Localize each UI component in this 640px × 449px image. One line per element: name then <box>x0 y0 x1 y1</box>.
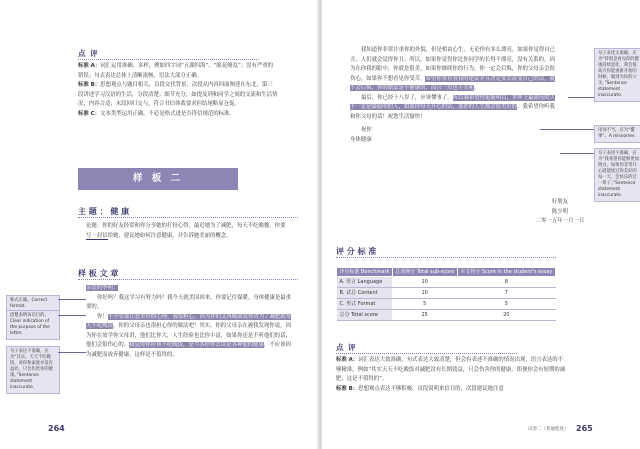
benchmark-heading: 评 分 标 准 <box>336 246 376 257</box>
margin-note-sentence: 句子表达不准确，应为“其实，天天不吃晚饭，对你和家庭并没有益处，只会伤害你的健康。”Sentence statement inaccurate. <box>6 346 60 394</box>
review-heading: 点 评 <box>78 49 99 58</box>
review-right-item-b: 标准 B：思想观点表达不够积极，首段说明来信目的，次段建议她注意 <box>336 385 504 392</box>
letter-p2: 你！不少管那注意美好的心理，我很担心，因为你的又再瘦或说你省为了减肥就每天不吃晚饭，你的父母亲也很担心你的做法吧！其实，你的父母亲在被我发现你说，因为你在放学你父母讲，他们比你大，人生经验也比你丰富，如果你还是不听他们的话，他们会很伤心的。我觉得你应该不吃晚饭，是当多拾你去谈论各种他的健康，不应该因为减肥而放弃健康，这样是不值得的。 <box>86 313 292 358</box>
footer-right: 试卷二（普通程度） <box>528 427 569 432</box>
table-row: 总分 Total score 25 20 <box>337 310 556 321</box>
page-number-left: 264 <box>48 424 65 433</box>
table-row: C. 形式 Format 5 5 <box>337 299 556 310</box>
review-heading-right: 点 评 <box>336 343 357 352</box>
letter-closing-1: 祝你 <box>361 127 372 133</box>
letter-p3: 我知道你非常注重你的外貌，但是相由心生，无论你有多么漂亮，如果你觉得自己丑，人们就会觉得你丑。所以，如果你觉得你比你同学的长得不漂亮，没有关系的，因为在你我的眼中，你就是很美，如果你继续你的行为，你一定会后悔，你的父母亲会很伤心，如果你不想看见你受苦，希望你重看看我的建议并且决定要去改变自己的话，就不会后悔，你的做法是不健康的，而且一点也不美呢。 <box>350 47 556 91</box>
sample-banner: 样 板 二 <box>78 168 238 190</box>
prompt-highlight: 写一封信 <box>86 232 108 239</box>
topic-heading: 主 题 ： 健 康 <box>78 206 129 217</box>
bench-header-0: 评分标准 Benchmark <box>337 268 393 277</box>
letter-left <box>86 284 296 360</box>
review-text-right <box>336 356 566 394</box>
review-item-a: 标准 A：词汇运用准确、多样，例如四字词“五湖四海”、“眼花缭乱”；没有严重的错误；句式表达总体上清晰流畅，语法大部分正确。 <box>78 63 274 79</box>
left-page <box>0 0 318 449</box>
margin-note-purpose: 清楚表明该信目的。Clear indication of the purpose of the letter. <box>6 310 60 340</box>
benchmark-table <box>336 267 556 321</box>
letter-p1: 你好吗？我这学习有努力吗？我今天就美国回来，你要记住保暖，身体健康是最重要的。 <box>86 294 292 310</box>
review-item-c: 标准 C：文本类型运用正确，不必是格式进是否符信规范的标准。 <box>78 110 235 117</box>
letter-signoff: 好朋友 陈少明 二零一五年一月一日 <box>535 199 585 224</box>
table-row: A. 语言 Language 10 8 <box>337 277 556 288</box>
margin-note-right-3: 句子表述不准确，应为“我希望你能够更加明白，如果你非常开心就能度过你美好的每一天，会快乐的过一辈子。”Sentence statement inaccurate. <box>594 148 640 202</box>
letter-right <box>350 46 560 145</box>
letter-greeting: 亲爱的李明： <box>86 285 119 291</box>
letter-closing-2: 身体健康 <box>350 136 372 143</box>
table-row: B. 试总 Content 10 7 <box>337 288 556 299</box>
bench-header-1: 总项满分 Total sub-score <box>392 268 457 277</box>
prompt-text: 论题：你的好友经常和你分享她的打扮心得，最近她为了减肥，每天不吃晚餐。你要写一封信给她，建议她如何注意健康，并告诉她美丽的概念。 <box>86 223 286 239</box>
bench-header-2: 本文得分 Score in the student's essay <box>457 268 555 277</box>
margin-note-right-1: 句子表述太准确，应为“特别是看见你的健康持续恶化，我会很高兴你能重新开始的时候，做到为你的父亲。”Sentence statement inaccurate. <box>594 48 640 102</box>
review-right-item-a: 标准 A：词汇表达大致准确，句式表达大致清楚，但会有表述不准确的情况出现，语言表达的不够精准，例如“其实天天不吃晚饭对减肥没有长期效益，只会伤害你的健康，即便你会有短期的减肥，这是不值得的”。 <box>336 357 566 382</box>
letter-p4: 最后，你已经十八岁了，应该懂事了。所以我希望你更能明白，世界上最漂亮的人不一定是最聪明的人，如果你每天开心的话，那你的人生都会很美好的。我希望你听我和你父母的话！祝您生活愉快！ <box>350 94 556 120</box>
margin-note-right-2: 用词不当，应为“懂事”。A misnomer. <box>594 125 640 143</box>
page-number-right: 265 <box>576 424 593 433</box>
review-text <box>78 62 278 119</box>
margin-note-format: 称式正确。Correct format. <box>6 295 60 313</box>
article-heading: 样 板 文 章 <box>78 268 118 279</box>
review-item-b: 标准 B：思想观点与题目相关，首段交代背景，次段从内容四面阐述在东北，第三段讲述学习汉语的生活，分段清楚；细节充分，如提及到和同学之间的交流和生活情况，内容合适；末段回归交与，符合书信体裁要求但结尾略显仓促。 <box>78 82 278 107</box>
